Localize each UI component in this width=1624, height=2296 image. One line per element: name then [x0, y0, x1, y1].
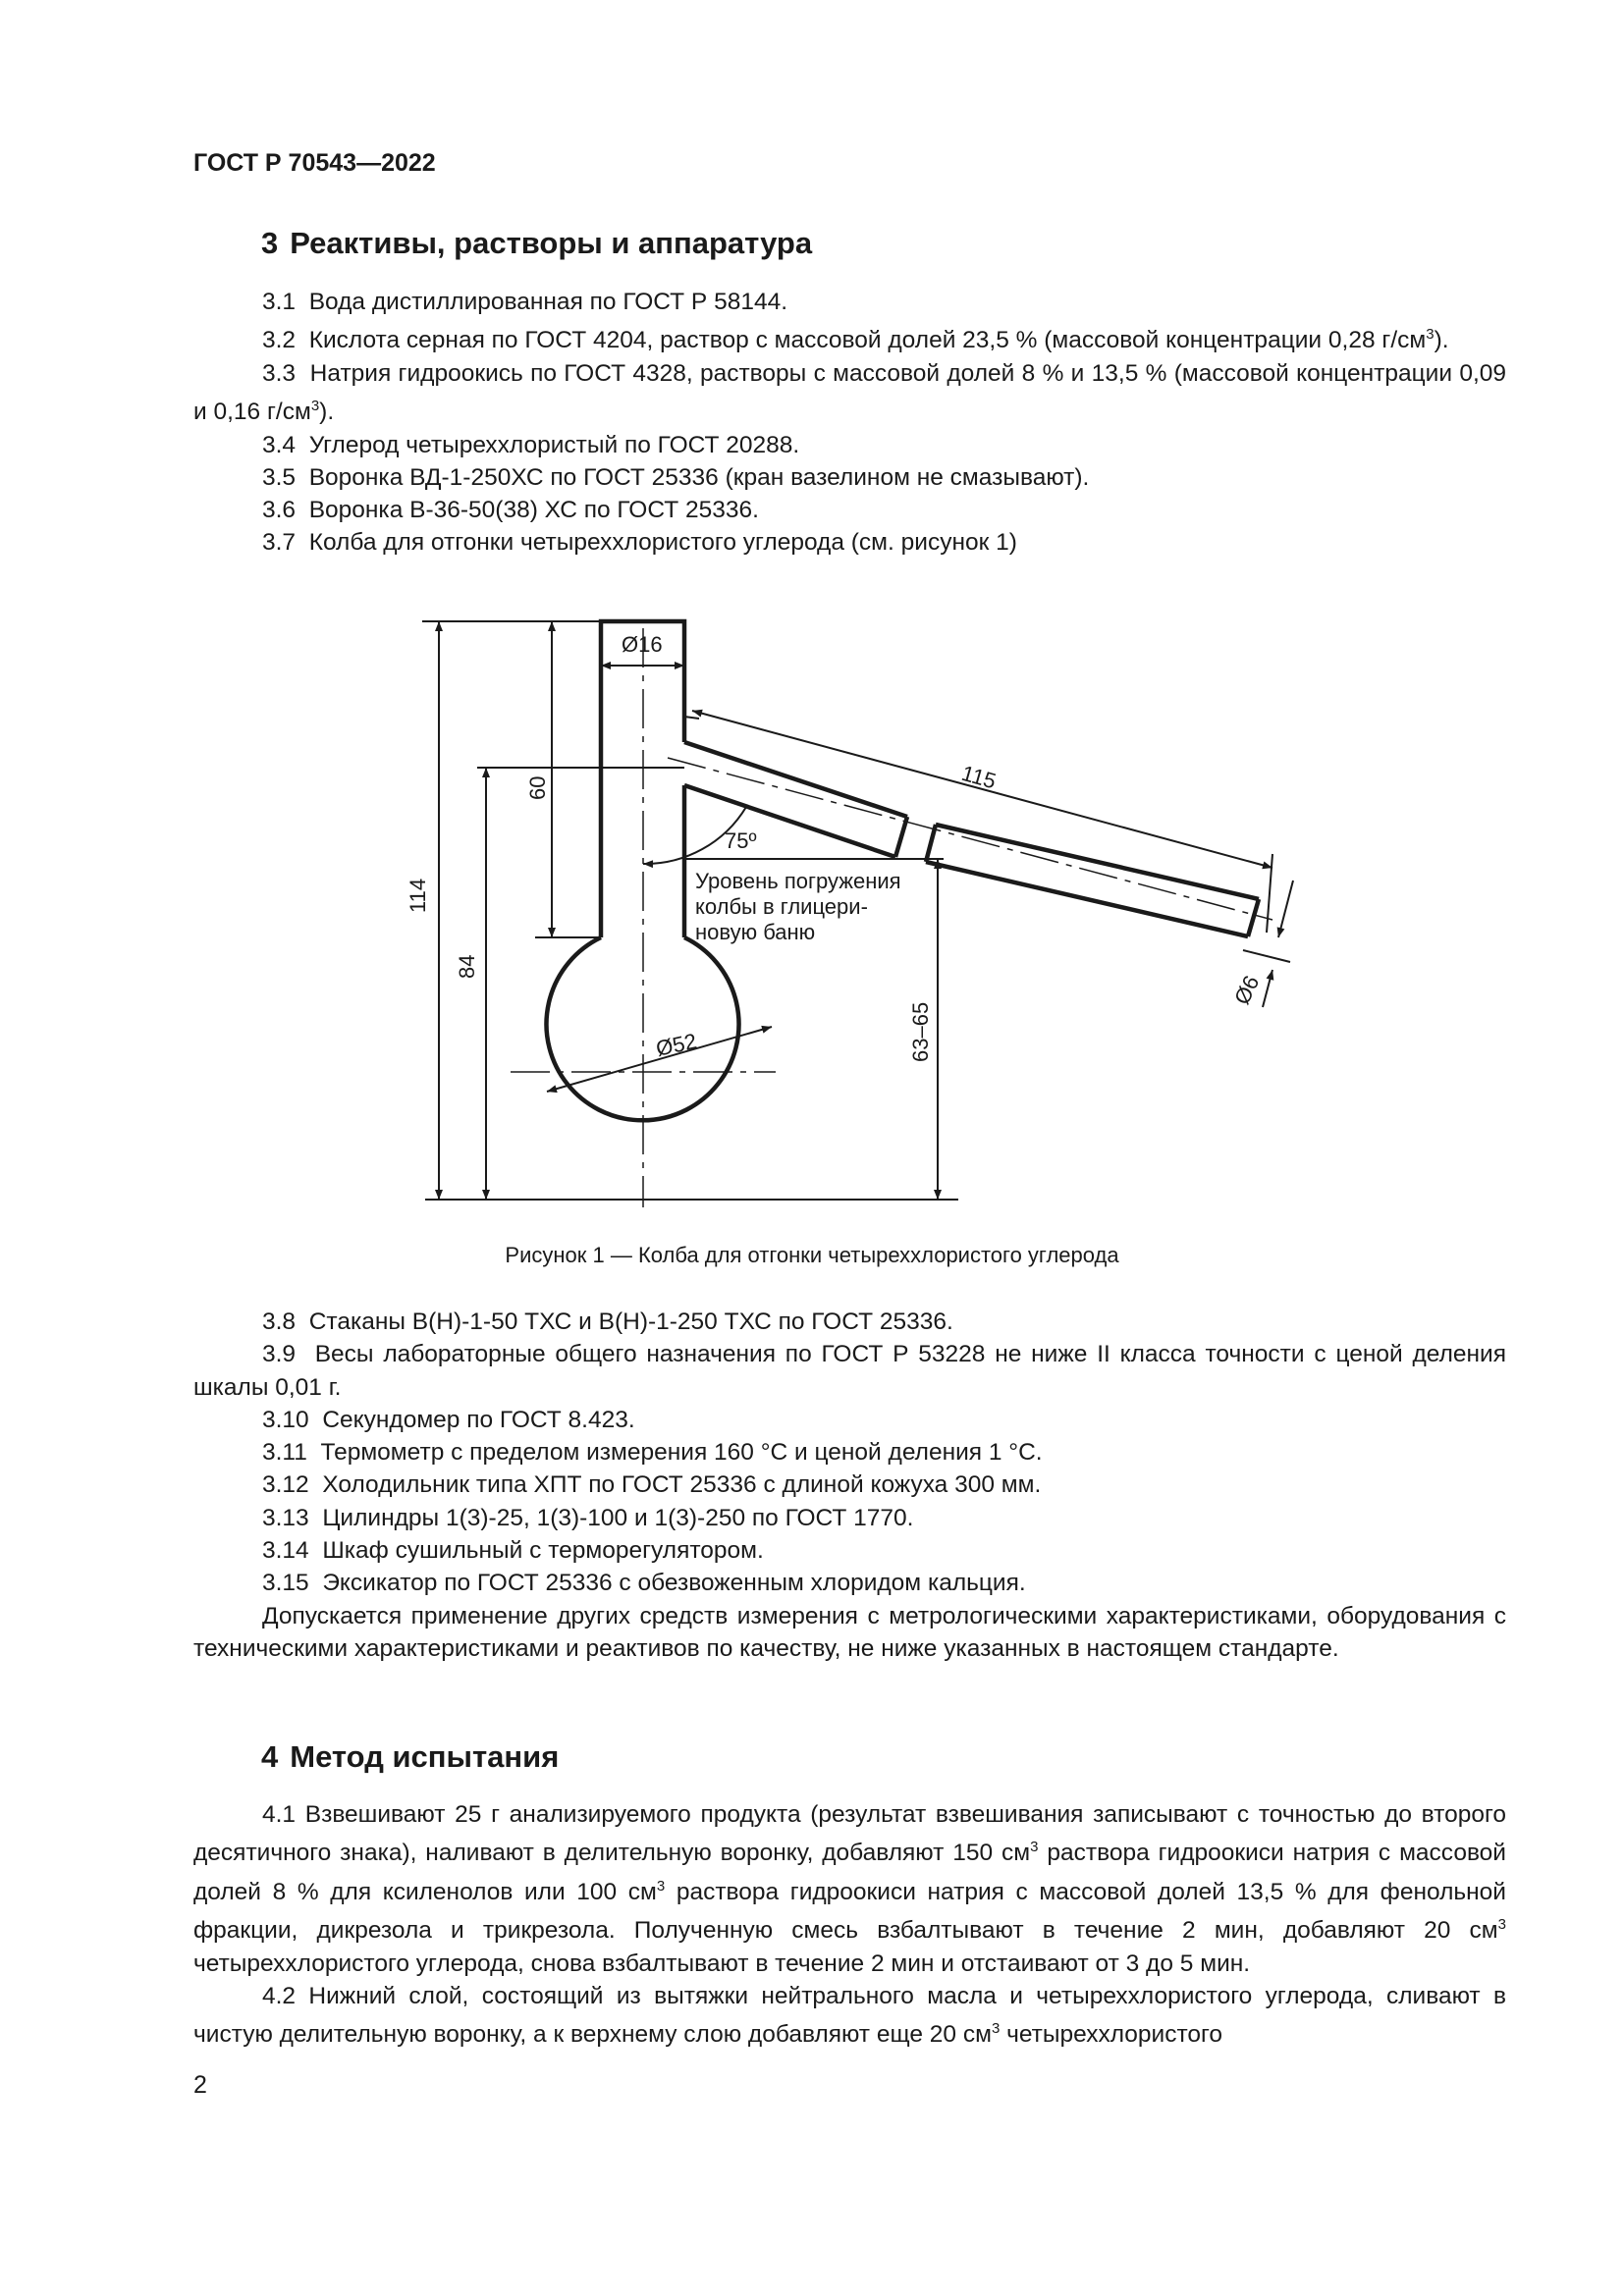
item-3-5: 3.5 Воронка ВД-1-250ХС по ГОСТ 25336 (кран вазелином не смазывают). [262, 463, 1090, 491]
document-header: ГОСТ Р 70543—2022 [193, 149, 436, 177]
label-63-65: 63–65 [908, 1001, 933, 1062]
section-4-title: Метод испытания [290, 1739, 560, 1774]
item-3-13: 3.13 Цилиндры 1(3)-25, 1(3)-100 и 1(3)-250 по ГОСТ 1770. [262, 1504, 914, 1531]
paragraph-4-1: 4.1 Взвешивают 25 г анализируемого продукта (результат взвешивания записывают с точностью до второго десятичного знака), наливают в делительную воронку, добавляют 150 $см^3$ раствора гидроокиси натрия с массовой долей 8 % для ксиленолов или 100 $см^3$ раствора гидроокиси натрия с массовой долей 13,5 % для фенольной фракции, дикрезола и трикрезола. Полученную смесь взбалтывают в течение 2 мин, добавляют 20 $см^3$ четыреххлористого углерода, снова взбалтывают в течение 2 мин и отстаивают от 3 до 5 мин. [193, 1801, 1506, 1977]
section-3-title: Реактивы, растворы и аппаратура [290, 226, 813, 260]
label-level-1: Уровень погружения [695, 869, 901, 893]
paragraph-4-2: 4.2 Нижний слой, состоящий из вытяжки нейтрального масла и четыреххлористого углерода, сливают в чистую делительную воронку, а к верхнему слою добавляют еще 20 $см^3$ четыреххлористого [193, 1982, 1506, 2049]
flask-outline [546, 621, 1259, 1120]
label-60: 60 [525, 775, 550, 800]
label-d52: Ø52 [653, 1028, 699, 1061]
item-3-9: 3.9 Весы лабораторные общего назначения по ГОСТ Р 53228 не ниже II класса точности с ценой деления шкалы 0,01 г. [193, 1341, 1506, 1401]
label-d6: Ø6 [1229, 971, 1265, 1009]
label-84: 84 [455, 954, 479, 979]
item-3-8: 3.8 Стаканы В(Н)-1-50 ТХС и В(Н)-1-250 ТХС по ГОСТ 25336. [262, 1308, 953, 1335]
section-3-number: 3 [261, 226, 279, 260]
label-114: 114 [406, 878, 430, 913]
section-3-note: Допускается применение других средств измерения с метрологическими характеристиками, оборудования с техническими характеристиками и реактивов по качеству, не ниже указанных в настоящем стандарте. [193, 1602, 1506, 1662]
item-3-4: 3.4 Углерод четыреххлористый по ГОСТ 20288. [262, 431, 800, 458]
item-3-11: 3.11 Термометр с пределом измерения 160 °С и ценой деления 1 °С. [262, 1439, 1043, 1467]
dim-6-line-b [1263, 970, 1272, 1007]
item-3-10: 3.10 Секундомер по ГОСТ 8.423. [262, 1406, 635, 1433]
section-3-items-b [193, 1306, 1506, 1665]
section-4-body [193, 1798, 1506, 2052]
item-3-1: 3.1 Вода дистиллированная по ГОСТ Р 58144. [262, 289, 788, 315]
section-4-heading [261, 1739, 559, 1775]
item-3-7: 3.7 Колба для отгонки четыреххлористого углерода (см. рисунок 1) [262, 529, 1017, 557]
label-115: 115 [958, 760, 1000, 794]
page-number: 2 [193, 2071, 207, 2099]
item-3-12: 3.12 Холодильник типа ХПТ по ГОСТ 25336 с длиной кожуха 300 мм. [262, 1471, 1042, 1499]
figure-caption: Рисунок 1 — Колба для отгонки четыреххлористого углерода [505, 1243, 1119, 1267]
item-3-2: 3.2 Кислота серная по ГОСТ 4204, раствор с массовой долей 23,5 % (массовой концентрации 0,28 $г/см^3$). [262, 326, 1449, 354]
label-d16: Ø16 [622, 632, 663, 657]
label-angle: 75º [725, 828, 757, 853]
dim-6-line-a [1278, 881, 1293, 937]
item-3-14: 3.14 Шкаф сушильный с терморегулятором. [262, 1537, 764, 1565]
section-4-number: 4 [261, 1739, 279, 1774]
label-level-3: новую баню [695, 920, 816, 944]
item-3-3: 3.3 Натрия гидроокись по ГОСТ 4328, растворы с массовой долей 8 % и 13,5 % (массовой концентрации 0,09 и 0,16 $г/см^3$). [193, 359, 1506, 426]
item-3-6: 3.6 Воронка В-36-50(38) ХС по ГОСТ 25336. [262, 497, 759, 524]
item-3-15: 3.15 Эксикатор по ГОСТ 25336 с обезвоженным хлоридом кальция. [262, 1570, 1026, 1597]
label-level-2: колбы в глицери- [695, 894, 868, 919]
